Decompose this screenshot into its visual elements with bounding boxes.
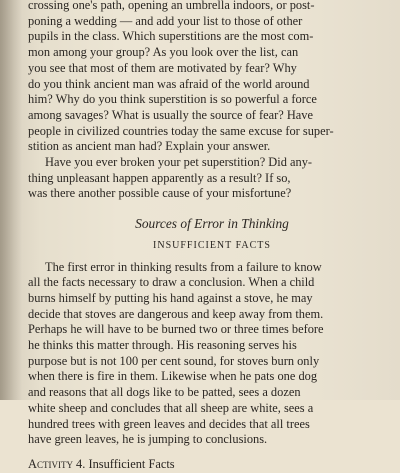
paragraph-main [28, 260, 396, 448]
text-line: thing unpleasant happen apparently as a result? If so, [28, 170, 291, 185]
text-line: Have you ever broken your pet superstition? Did any- [45, 155, 313, 170]
activity-heading [28, 457, 396, 473]
text-line: stition as ancient man had? Explain your answer. [28, 139, 271, 154]
section-heading: Sources of Error in Thinking [135, 216, 289, 232]
text-line: purpose but is not 100 per cent sound, for stoves burn only [28, 353, 320, 368]
paragraph-question [28, 155, 396, 202]
paragraph-continued [28, 0, 396, 155]
text-line: decide that stoves are dangerous and keep away from them. [28, 306, 324, 321]
text-line: have green leaves, he is jumping to conclusions. [28, 432, 268, 447]
text-line: was there another possible cause of your misfortune? [28, 186, 292, 201]
subheading: INSUFFICIENT FACTS [153, 239, 271, 251]
text-line: people in civilized countries today the same excuse for super- [28, 123, 334, 138]
text-line: crossing one's path, opening an umbrella indoors, or post- [28, 0, 315, 12]
text-line: mon among your group? As you look over the list, can [28, 45, 299, 60]
text-line: him? Why do you think superstition is so powerful a force [28, 92, 317, 107]
text-line: do you think ancient man was afraid of the world around [28, 76, 310, 91]
text-line: pupils in the class. Which superstitions are the most com- [28, 29, 314, 44]
text-line: when there is fire in them. Likewise when he pats one dog [28, 369, 318, 384]
text-line: The first error in thinking results from a failure to know [45, 259, 322, 274]
text-line: Perhaps he will have to be burned two or three times before [28, 322, 324, 337]
text-line: he thinks this matter through. His reasoning serves his [28, 338, 297, 353]
text-line: white sheep and concludes that all sheep are white, sees a [28, 400, 314, 415]
text-line: among savages? What is usually the source of fear? Have [28, 107, 313, 122]
text-line: poning a wedding — and add your list to those of other [28, 13, 303, 28]
text-line: all the facts necessary to draw a conclusion. When a child [28, 275, 315, 290]
page-text [28, 0, 396, 473]
text-line: burns himself by putting his hand against a stove, he may [28, 290, 313, 305]
text-line: you see that most of them are motivated by fear? Why [28, 60, 297, 75]
text-line: hundred trees with green leaves and decides that all trees [28, 416, 310, 431]
activity-title: Insufficient Facts [88, 456, 175, 471]
text-line: and reasons that all dogs like to be patted, sees a dozen [28, 385, 301, 400]
page-gutter-shadow [0, 0, 22, 400]
activity-label: Activity 4. [28, 456, 86, 471]
